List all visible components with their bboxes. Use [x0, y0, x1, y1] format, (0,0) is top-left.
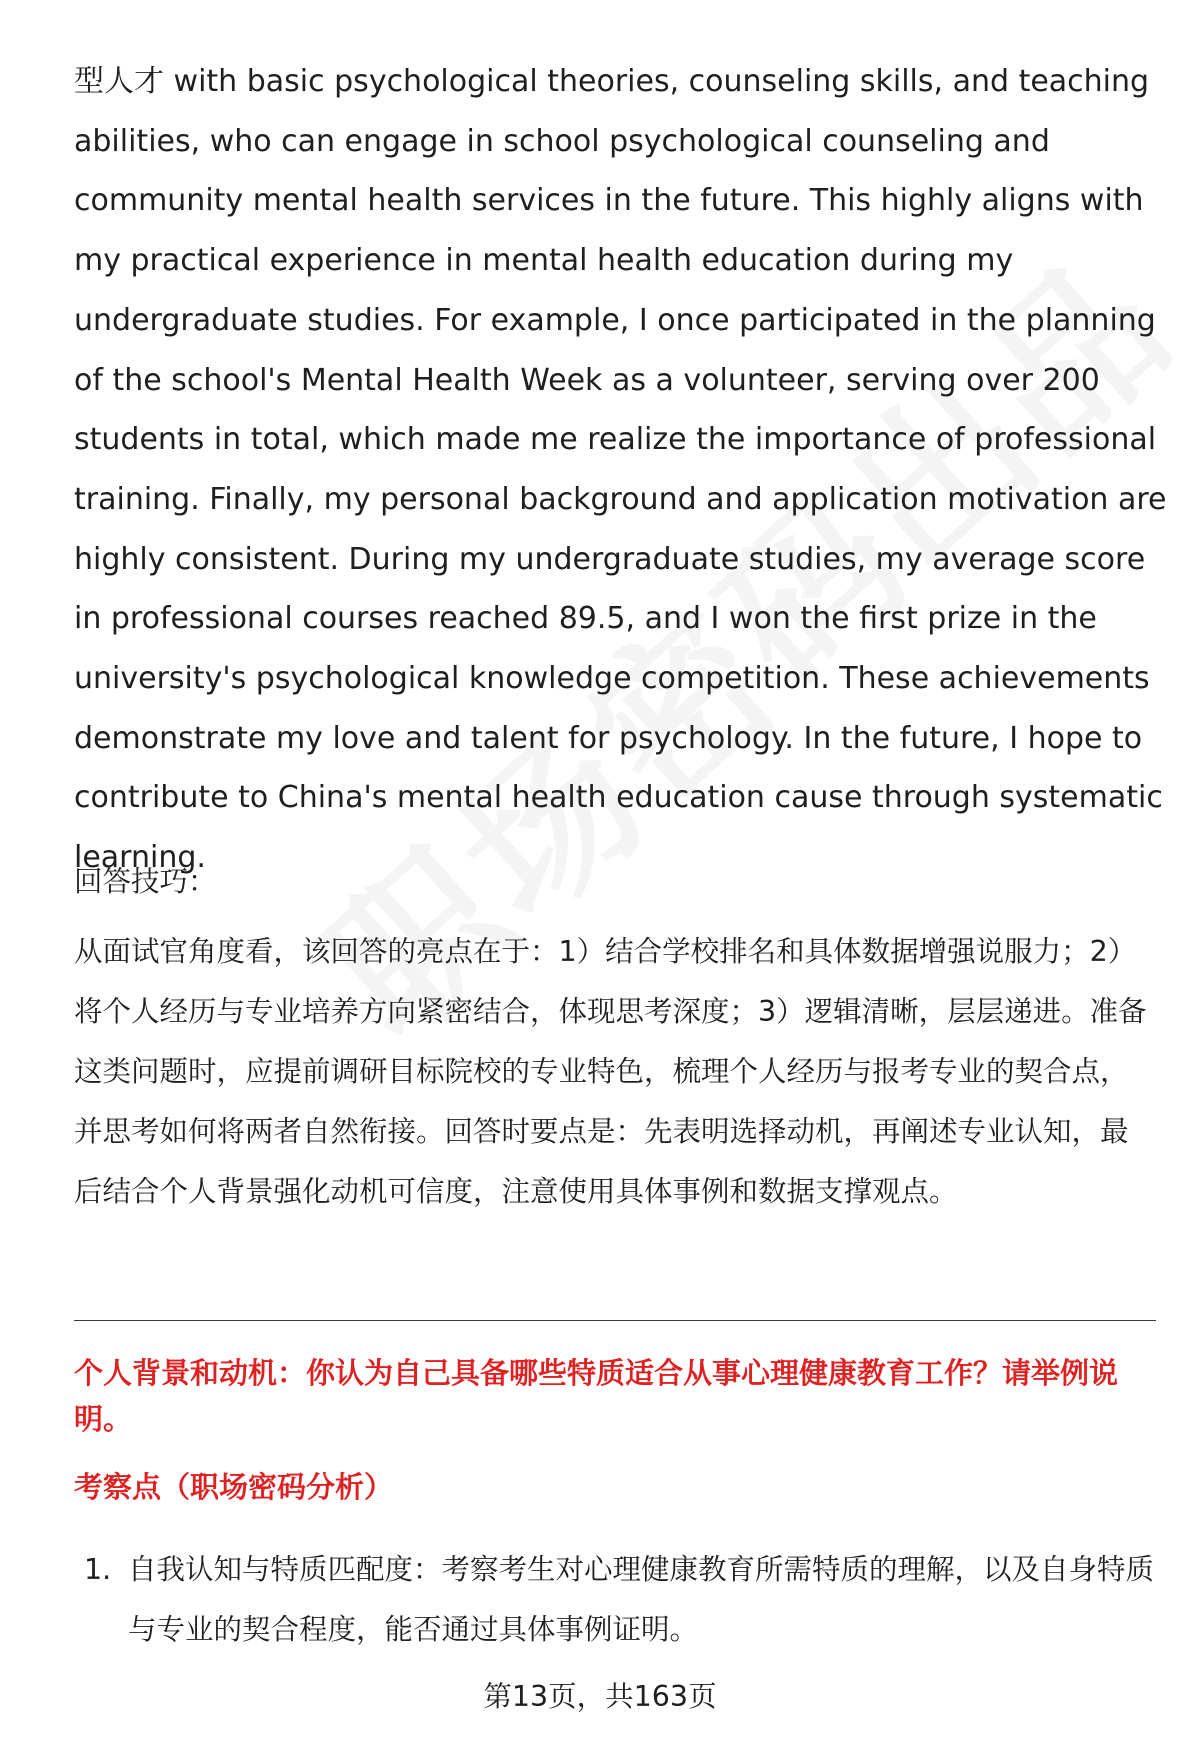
- section-divider: [74, 1320, 1156, 1321]
- page-number: 第13页，共163页: [483, 1680, 717, 1713]
- list-item: [74, 1540, 1159, 1660]
- list-item-text: 自我认知与特质匹配度：考察考生对心理健康教育所需特质的理解，以及自身特质与专业的契合程度，能否通过具体事例证明。: [128, 1553, 1155, 1646]
- tips-body: 从面试官角度看，该回答的亮点在于：1）结合学校排名和具体数据增强说服力；2）将个人经历与专业培养方向紧密结合，体现思考深度；3）逻辑清晰，层层递进。准备这类问题时，应提前调研目标院校的专业特色，梳理个人经历与报考专业的契合点，并思考如何将两者自然衔接。回答时要点是：先表明选择动机，再阐述专业认知，最后结合个人背景强化动机可信度，注意使用具体事例和数据支撑观点。: [74, 935, 1147, 1208]
- question-heading: 个人背景和动机：你认为自己具备哪些特质适合从事心理健康教育工作？请举例说明。: [74, 1356, 1119, 1436]
- tips-label: 回答技巧：: [74, 865, 217, 898]
- analysis-section-title: 考察点（职场密码分析）: [74, 1470, 394, 1504]
- list-item-number: 1.: [84, 1553, 112, 1586]
- analysis-list: [74, 1540, 1159, 1660]
- answer-paragraph-english: 型人才 with basic psychological theories, counseling skills, and teaching abilities, who can engage in school psychological counseling and community mental health services in the future. This highly aligns with my practical experience in mental health education during my undergraduate studies. For example, I once participated in the planning of the school's Mental Health Week as a volunteer, serving over 200 students in total, which made me realize the importance of professional training. Finally, my personal background and application motivation are highly consistent. During my undergraduate studies, my average score in professional courses reached 89.5, and I won the first prize in the university's psychological knowledge competition. These achievements demonstrate my love and talent for psychology. In the future, I hope to contribute to China's mental health education cause through systematic learning.: [74, 64, 1167, 876]
